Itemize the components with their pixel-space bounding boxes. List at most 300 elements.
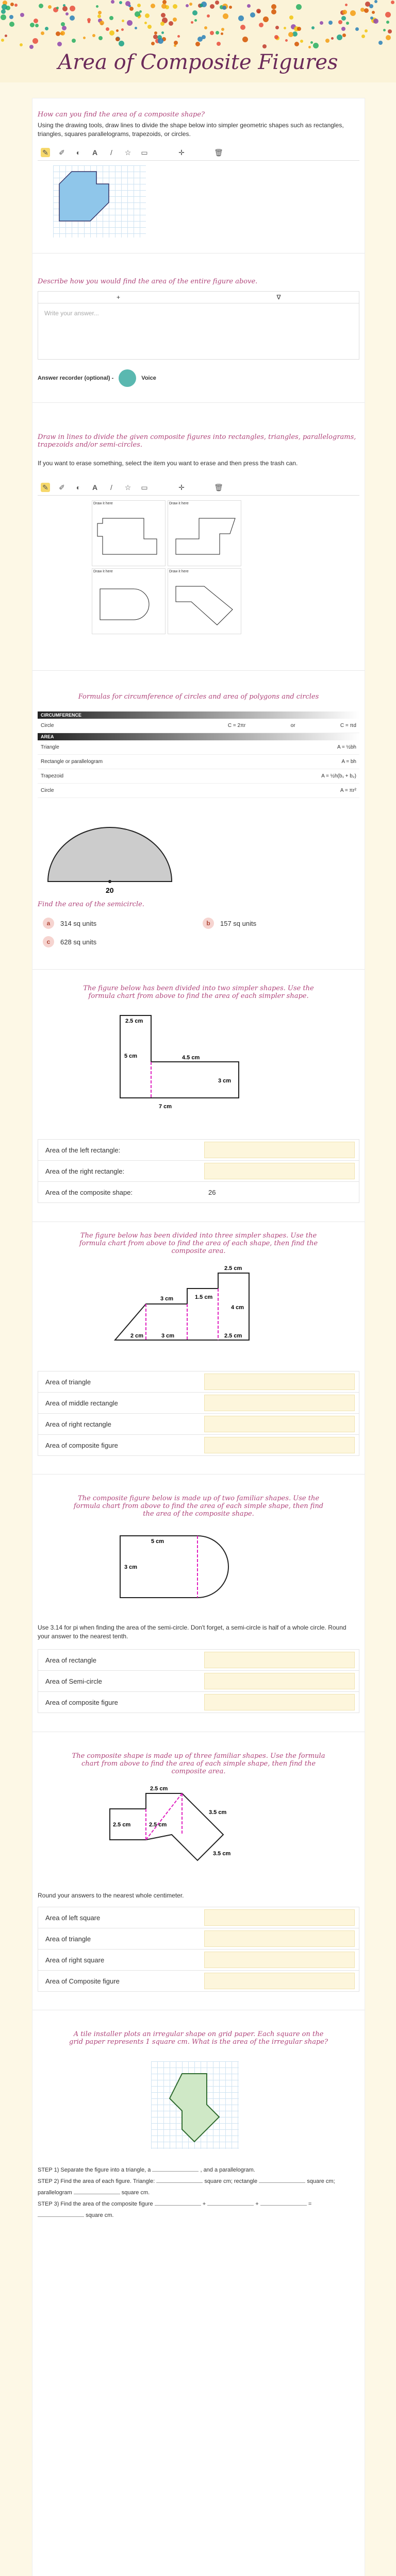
confetti-dot — [116, 29, 119, 32]
confetti-dot — [331, 37, 334, 40]
drawing-toolbar — [38, 145, 359, 161]
blank-input[interactable] — [156, 2176, 203, 2183]
blank-input[interactable] — [207, 2199, 254, 2206]
confetti-dot — [388, 29, 392, 33]
q3-instructions: If you want to erase something, select the item you want to erase and then press the trash can. — [38, 460, 298, 467]
confetti-dot — [160, 22, 164, 26]
format-bar — [38, 291, 359, 303]
microphone-icon[interactable] — [119, 369, 136, 387]
answer-input[interactable] — [204, 1694, 355, 1710]
confetti-dot — [20, 43, 23, 46]
confetti-dot — [370, 16, 373, 20]
step-1 — [38, 2164, 359, 2176]
diameter-label: 20 — [106, 886, 114, 894]
draw-grid — [92, 500, 241, 634]
confetti-dot — [210, 4, 214, 9]
q5-answer-table — [38, 1139, 359, 1203]
confetti-dot — [57, 42, 62, 46]
confetti-dot — [350, 10, 356, 16]
formula-chart — [38, 711, 359, 798]
draw-cell[interactable] — [92, 500, 166, 566]
drawing-toolbar-2 — [38, 480, 359, 496]
confetti-dot — [383, 29, 386, 31]
table-row — [38, 1140, 359, 1161]
confetti-dot — [300, 40, 303, 43]
area-header: AREA — [38, 733, 359, 740]
confetti-dot — [61, 22, 65, 26]
table-row — [38, 1928, 359, 1950]
cell-shape — [168, 508, 240, 565]
confetti-dot — [216, 31, 219, 35]
plus-sign: + — [202, 2201, 206, 2207]
confetti-dot — [109, 16, 113, 20]
dim-label: 5 cm — [151, 1538, 164, 1545]
confetti-dot — [210, 31, 214, 35]
plus-button[interactable]: + — [116, 294, 120, 301]
formula-label: Trapezoid — [41, 773, 64, 779]
tile-grid — [151, 2061, 239, 2149]
confetti-dot — [72, 39, 76, 43]
confetti-dot — [34, 19, 38, 23]
confetti-dot — [207, 14, 210, 18]
confetti-dot — [70, 15, 75, 21]
row-label: Area of right rectangle — [45, 1420, 111, 1428]
confetti-dot — [229, 6, 232, 9]
row-label: Area of the composite shape: — [45, 1188, 133, 1196]
confetti-dot — [98, 11, 102, 14]
rectangle-icon[interactable]: ▭ — [141, 148, 148, 157]
confetti-dot — [39, 4, 43, 8]
blank-input[interactable] — [155, 2199, 201, 2206]
q5-question: The figure below has been divided into two simpler shapes. Use the formula chart from above to find the area of each simpler shape. — [83, 985, 314, 1000]
formula-row — [38, 719, 359, 733]
confetti-dot — [122, 20, 124, 22]
confetti-dot — [197, 37, 203, 42]
q8-question: The composite shape is made up of three familiar shapes. Use the formula chart from above to find the area of each simple shape, then find the composite area. — [72, 1752, 325, 1775]
table-row — [38, 1182, 359, 1202]
shapes-icon[interactable]: ◐ — [76, 148, 81, 157]
text-icon[interactable]: A — [92, 148, 98, 157]
q9-steps — [38, 2164, 359, 2221]
confetti-dot — [145, 13, 150, 18]
blank-input[interactable] — [38, 2210, 84, 2217]
confetti-dot — [62, 26, 67, 30]
line-icon[interactable]: / — [110, 483, 112, 492]
formula-row — [38, 740, 359, 755]
star-icon[interactable]: ☆ — [124, 148, 131, 157]
choice-text: 314 sq units — [60, 919, 97, 927]
confetti-dot — [364, 8, 369, 13]
table-row — [38, 1971, 359, 1991]
answer-input[interactable] — [204, 1652, 355, 1668]
equals-sign: = — [308, 2201, 312, 2207]
confetti-dot — [342, 10, 347, 14]
page-title: Area of Composite Figures — [58, 50, 338, 74]
table-row — [38, 1393, 359, 1414]
cell-label: Draw it here — [93, 502, 113, 505]
q9-question: A tile installer plots an irregular shape on grid paper. Each square on the grid paper represents 1 square cm. What is the area of the irregular shape? — [69, 2030, 328, 2046]
dim-label: 3.5 cm — [209, 1809, 227, 1816]
blank-input[interactable] — [74, 2188, 120, 2194]
table-row — [38, 1371, 359, 1393]
highlighter-icon[interactable]: ✐ — [59, 483, 65, 492]
answer-input[interactable] — [204, 1142, 355, 1158]
highlighter-icon[interactable]: ✐ — [59, 148, 65, 157]
confetti-dot — [386, 35, 391, 40]
confetti-dot — [56, 7, 59, 9]
q7-answer-table — [38, 1649, 359, 1713]
q7-question: The composite figure below is made up of two familiar shapes. Use the formula chart from above to find the area of each simple shape, then find the area of the composite shape. — [73, 1495, 324, 1518]
confetti-dot — [310, 41, 313, 44]
blank-input[interactable] — [260, 2199, 307, 2206]
table-row — [38, 1161, 359, 1182]
confetti-dot — [137, 4, 141, 7]
confetti-dot — [256, 9, 261, 13]
confetti-dot — [250, 12, 255, 18]
confetti-dot — [111, 0, 114, 4]
confetti-dot — [119, 41, 124, 46]
confetti-dot — [342, 33, 346, 37]
confetti-dot — [161, 31, 164, 34]
confetti-dot — [1, 39, 4, 42]
confetti-dot — [365, 29, 368, 32]
table-row — [38, 1950, 359, 1971]
confetti-dot — [204, 26, 207, 29]
dim-label: 4 cm — [231, 1304, 244, 1311]
confetti-dot — [238, 15, 244, 21]
confetti-dot — [192, 10, 197, 15]
cell-label: Draw it here — [169, 502, 189, 505]
step-text: square cm. — [121, 2190, 150, 2196]
confetti-dot — [288, 32, 293, 37]
confetti-dot — [35, 24, 39, 27]
shapes-icon[interactable]: ◐ — [76, 483, 81, 492]
choice-c[interactable] — [43, 936, 96, 947]
star-icon[interactable]: ☆ — [124, 483, 131, 492]
confetti-dot — [109, 30, 114, 36]
table-row — [38, 1671, 359, 1692]
confetti-dot — [83, 37, 86, 39]
composite-shape — [53, 165, 146, 238]
formula-label: Triangle — [41, 744, 59, 750]
cell-shape — [92, 576, 164, 633]
formula-button[interactable]: ∇ — [276, 294, 281, 301]
answer-input[interactable] — [204, 1395, 355, 1411]
cell-label: Draw it here — [93, 570, 113, 573]
confetti-dot — [308, 46, 311, 48]
confetti-dot — [391, 1, 394, 4]
confetti-dot — [30, 23, 35, 27]
answer-input[interactable] — [204, 1673, 355, 1689]
confetti-dot — [215, 1, 219, 5]
row-label: Area of Composite figure — [45, 1977, 120, 1985]
q8-answer-table — [38, 1907, 359, 1992]
semicircle-question: Find the area of the semicircle. — [38, 901, 144, 908]
confetti-dot — [341, 16, 346, 21]
q6-question: The figure below has been divided into three simpler shapes. Use the formula chart from above to find the area of each shape, then find the composite area. — [79, 1232, 318, 1255]
confetti-dot — [373, 19, 378, 24]
confetti-dot — [191, 21, 193, 24]
confetti-dot — [121, 28, 124, 31]
confetti-dot — [20, 13, 24, 17]
answer-input[interactable] — [204, 1973, 355, 1989]
q1-question: How can you find the area of a composite shape? — [38, 111, 205, 118]
confetti-dot — [189, 3, 192, 6]
blank-input[interactable] — [152, 2165, 199, 2172]
step-3 — [38, 2198, 359, 2221]
confetti-dot — [106, 27, 109, 31]
formula-value: A = ½h(b₁ + b₂) — [321, 773, 356, 779]
confetti-dot — [289, 15, 293, 20]
recorder-label: Answer recorder (optional) - — [38, 375, 114, 381]
dim-label: 2.5 cm — [224, 1333, 242, 1339]
drawing-canvas[interactable] — [53, 165, 146, 238]
dim-label: 3 cm — [218, 1078, 232, 1084]
confetti-dot — [263, 16, 269, 22]
q7-instructions: Use 3.14 for pi when finding the area of the semi-circle. Don't forget, a semi-circle is half of a whole circle. Round your answer to the nearest tenth. — [38, 1624, 346, 1640]
choice-badge: a — [43, 918, 54, 929]
formula-value: A = ½bh — [337, 744, 356, 750]
draw-cell[interactable] — [92, 568, 166, 634]
answer-input[interactable] — [204, 1952, 355, 1968]
move-icon[interactable]: ✛ — [178, 483, 185, 492]
confetti-dot — [45, 27, 48, 30]
draw-cell[interactable] — [168, 568, 241, 634]
answer-input[interactable] — [204, 1374, 355, 1390]
answer-input[interactable] — [204, 1416, 355, 1432]
confetti-dot — [92, 34, 95, 37]
cell-label: Draw it here — [169, 570, 189, 573]
confetti-dot — [365, 2, 370, 7]
confetti-dot — [341, 27, 345, 31]
confetti-dot — [62, 6, 68, 11]
trash-icon[interactable]: 🗑 — [214, 483, 223, 492]
rectangle-icon[interactable]: ▭ — [141, 483, 148, 492]
q1-instructions: Using the drawing tools, draw lines to divide the shape below into simpler geometric shapes such as rectangles, triangles, squares parallelograms, trapezoids, or circles. — [38, 122, 344, 138]
confetti-dot — [97, 14, 101, 18]
confetti-dot — [259, 23, 263, 27]
confetti-dot — [385, 12, 391, 18]
confetti-dot — [48, 5, 52, 9]
confetti-dot — [361, 35, 365, 38]
table-row — [38, 1414, 359, 1435]
confetti-dot — [129, 7, 134, 11]
q7-figure — [110, 1531, 244, 1603]
q5-figure — [110, 1010, 265, 1113]
circumference-header: CIRCUMFERENCE — [38, 711, 359, 719]
confetti-dot — [161, 13, 166, 18]
confetti-dot — [320, 21, 323, 25]
confetti-dot — [195, 42, 200, 46]
confetti-dot — [337, 35, 342, 40]
confetti-dot — [186, 4, 189, 7]
formula-label: Circle — [41, 723, 54, 728]
choice-text: 157 sq units — [220, 919, 257, 927]
confetti-dot — [271, 9, 276, 14]
confetti-dot — [1, 9, 6, 14]
confetti-dot — [325, 39, 329, 43]
confetti-dot — [144, 22, 147, 24]
draw-cell[interactable] — [168, 500, 241, 566]
voice-label: Voice — [141, 375, 156, 381]
row-label: Area of right square — [45, 1956, 105, 1964]
q6-answer-table — [38, 1371, 359, 1456]
step-text: , and a parallelogram. — [200, 2167, 255, 2173]
dim-label: 2.5 cm — [224, 1265, 242, 1272]
confetti-dot — [242, 37, 248, 42]
confetti-dot — [271, 4, 276, 9]
confetti-dot — [222, 6, 226, 10]
confetti-dot — [200, 4, 203, 7]
step-text: square cm; rectangle — [204, 2178, 258, 2184]
formula-value: A = πr² — [340, 788, 356, 793]
confetti-dot — [346, 22, 349, 25]
answer-input[interactable]: 26 — [204, 1184, 355, 1200]
answer-input[interactable] — [204, 1163, 355, 1179]
confetti-dot — [151, 42, 155, 45]
table-row — [38, 1435, 359, 1455]
formula-label: Circle — [41, 788, 54, 793]
confetti-dot — [135, 27, 137, 29]
answer-recorder — [38, 369, 156, 387]
confetti-dot — [247, 4, 251, 8]
confetti-dot — [70, 6, 75, 11]
dim-label: 2.5 cm — [125, 1018, 143, 1024]
answer-input[interactable] — [204, 1909, 355, 1926]
formula-row — [38, 755, 359, 769]
formula-label: Rectangle or parallelogram — [41, 759, 103, 765]
confetti-dot — [98, 36, 103, 40]
answer-placeholder: Write your answer... — [44, 310, 99, 317]
confetti-dot — [221, 32, 223, 35]
dim-label: 3 cm — [124, 1564, 138, 1570]
confetti-dot — [378, 41, 383, 45]
confetti-dot — [372, 11, 375, 14]
confetti-dot — [262, 44, 267, 48]
confetti-dot — [10, 3, 14, 6]
dim-label: 2 cm — [130, 1333, 144, 1339]
q6-figure — [105, 1263, 275, 1350]
confetti-dot — [41, 31, 44, 35]
confetti-dot — [294, 42, 299, 46]
confetti-dot — [174, 41, 178, 45]
worksheet — [32, 98, 365, 2576]
answer-textarea[interactable] — [38, 303, 359, 360]
confetti-dot — [173, 4, 177, 9]
step-text: STEP 1) Separate the figure into a triangle, a — [38, 2167, 151, 2173]
semicircle-figure — [43, 820, 177, 897]
row-label: Area of triangle — [45, 1935, 91, 1943]
answer-input[interactable] — [204, 1930, 355, 1947]
confetti-dot — [119, 1, 122, 4]
line-icon[interactable]: / — [110, 148, 112, 157]
q8-figure — [100, 1783, 275, 1886]
confetti-dot — [311, 26, 315, 29]
row-label: Area of rectangle — [45, 1656, 97, 1664]
row-label: Area of left square — [45, 1913, 101, 1922]
confetti-dot — [374, 0, 377, 3]
answer-input[interactable] — [204, 1437, 355, 1453]
confetti-dot — [313, 43, 319, 48]
table-row — [38, 1907, 359, 1928]
confetti-dot — [32, 38, 38, 44]
row-label: Area of triangle — [45, 1378, 91, 1386]
step-text: square cm. — [86, 2212, 114, 2218]
formula-value: C = πd — [340, 723, 356, 728]
row-label: Area of Semi-circle — [45, 1677, 102, 1685]
pencil-icon[interactable]: ✎ — [41, 148, 50, 157]
trash-icon[interactable]: 🗑 — [214, 148, 223, 157]
row-label: Area of middle rectangle — [45, 1399, 118, 1407]
choice-b[interactable] — [203, 918, 256, 929]
confetti-dot — [96, 5, 98, 8]
confetti-dot — [173, 18, 177, 22]
plus-sign: + — [255, 2201, 259, 2207]
dim-label: 4.5 cm — [182, 1055, 200, 1061]
confetti-dot — [138, 16, 140, 19]
row-label: Area of the right rectangle: — [45, 1167, 125, 1175]
dim-label: 5 cm — [124, 1053, 138, 1059]
confetti-dot — [56, 31, 60, 36]
cell-shape — [92, 508, 164, 565]
confetti-dot — [14, 4, 18, 7]
confetti-dot — [151, 4, 155, 8]
row-label: Area of composite figure — [45, 1441, 118, 1449]
table-row — [38, 1650, 359, 1671]
confetti-dot — [158, 38, 163, 44]
confetti-dot — [9, 22, 14, 27]
dim-label: 7 cm — [159, 1104, 172, 1110]
choice-a[interactable] — [43, 918, 96, 929]
confetti-dot — [275, 26, 279, 29]
confetti-dot — [147, 25, 152, 29]
pencil-icon[interactable]: ✎ — [41, 483, 50, 492]
dim-label: 3.5 cm — [213, 1851, 231, 1857]
confetti-dot — [274, 35, 278, 39]
dim-label: 3 cm — [160, 1296, 174, 1302]
confetti-dot — [217, 42, 221, 46]
confetti-dot — [100, 21, 104, 25]
irregular-shape — [151, 2061, 239, 2149]
blank-input[interactable] — [259, 2176, 305, 2183]
q2-question: Describe how you would find the area of the entire figure above. — [38, 278, 258, 285]
formula-row — [38, 784, 359, 798]
confetti-dot — [240, 25, 245, 30]
confetti-dot — [60, 31, 65, 36]
dim-label: 3 cm — [161, 1333, 175, 1339]
confetti-dot — [223, 13, 228, 19]
step-text: square cm; parallelogram — [38, 2178, 335, 2196]
row-label: Area of the left rectangle: — [45, 1146, 121, 1154]
confetti-dot — [386, 21, 389, 24]
choice-badge: c — [43, 936, 54, 947]
q3-question: Draw in lines to divide the given composite figures into rectangles, triangles, parallelograms, trapezoids and/or semi-circles. — [38, 433, 356, 449]
text-icon[interactable]: A — [92, 483, 98, 492]
confetti-dot — [177, 35, 180, 38]
confetti-dot — [116, 37, 120, 41]
dim-label: 2.5 cm — [113, 1822, 131, 1828]
step-text: STEP 2) Find the area of each figure. Triangle: — [38, 2178, 155, 2184]
formula-row — [38, 769, 359, 784]
move-icon[interactable]: ✛ — [178, 148, 185, 157]
step-2 — [38, 2176, 359, 2198]
dim-label: 2.5 cm — [150, 1786, 168, 1792]
confetti-dot — [169, 21, 173, 26]
dim-label: 1.5 cm — [195, 1294, 213, 1300]
confetti-dot — [284, 27, 286, 29]
q8-instructions: Round your answers to the nearest whole centimeter. — [38, 1892, 184, 1899]
row-label: Area of composite figure — [45, 1698, 118, 1706]
